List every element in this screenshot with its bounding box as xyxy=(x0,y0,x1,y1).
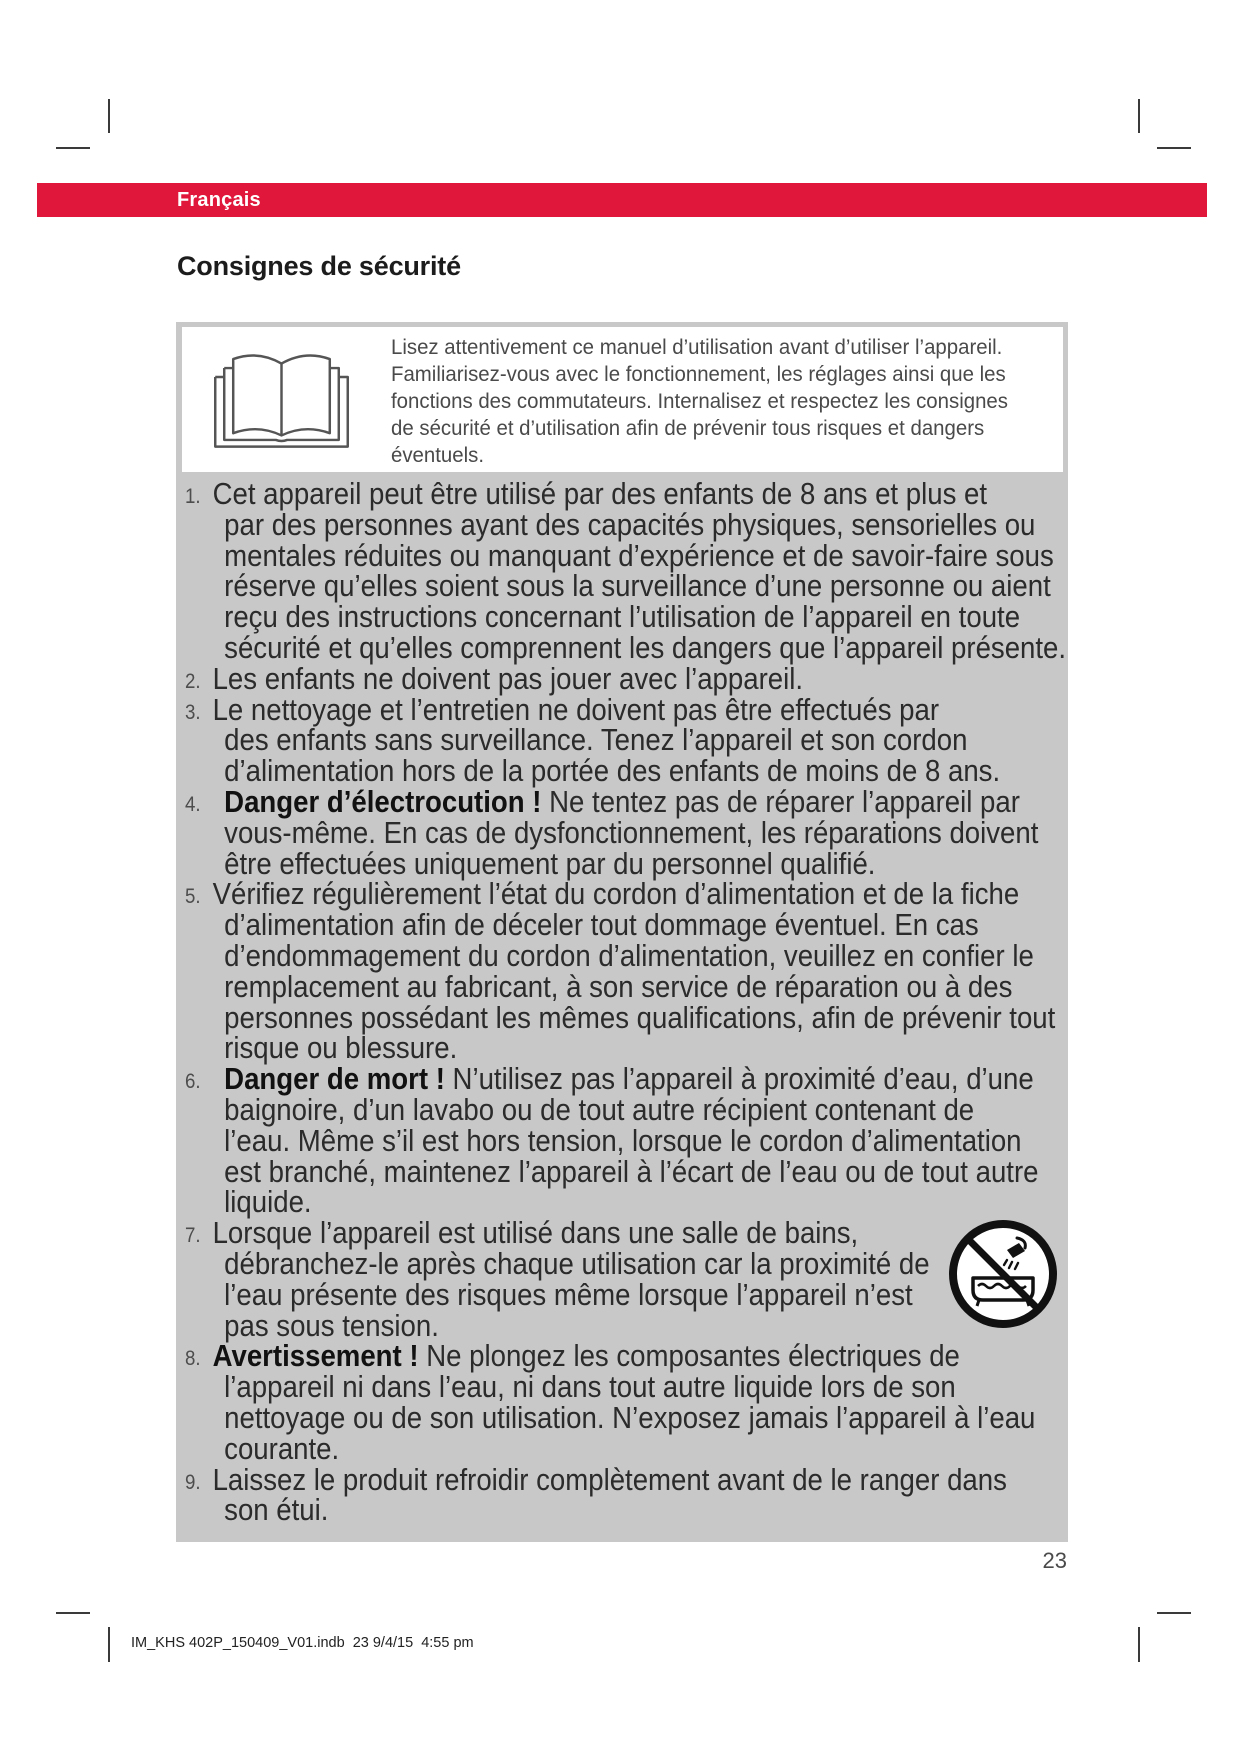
list-line xyxy=(185,691,940,727)
list-line: mentales réduites ou manquant d’expérience et de savoir-faire sous xyxy=(224,537,1054,573)
intro-line: Lisez attentivement ce manuel d’utilisation avant d’utiliser l’appareil. xyxy=(391,336,1003,359)
item-number: 3. xyxy=(185,700,201,724)
list-line: liquide. xyxy=(224,1184,312,1220)
warning-lead: Danger d’électrocution ! xyxy=(224,783,542,819)
safety-item xyxy=(185,1061,1066,1220)
list-line: par des personnes ayant des capacités physiques, sensorielles ou xyxy=(224,506,1036,542)
list-line xyxy=(185,476,988,511)
safety-panel xyxy=(176,322,1068,1542)
list-line xyxy=(185,876,1020,912)
list-line xyxy=(185,1215,859,1251)
list-line xyxy=(185,1061,1034,1097)
list-line-text: Ne plongez les composantes électriques de xyxy=(418,1338,960,1374)
list-line: d’endommagement du cordon d’alimentation, veuillez en confier le xyxy=(224,937,1034,973)
list-line-text: Lorsque l’appareil est utilisé dans une salle de bains, xyxy=(212,1215,859,1251)
list-line xyxy=(185,783,1020,819)
language-label: Français xyxy=(177,189,261,211)
list-line-text: Cet appareil peut être utilisé par des enfants de 8 ans et plus et xyxy=(212,476,988,511)
list-line: vous-même. En cas de dysfonctionnement, les réparations doivent xyxy=(224,814,1039,850)
item-number: 9. xyxy=(185,1470,201,1494)
safety-item xyxy=(185,476,1067,665)
list-line: baignoire, d’un lavabo ou de tout autre récipient contenant de xyxy=(224,1091,975,1127)
list-line-text: Vérifiez régulièrement l’état du cordon d’alimentation et de la fiche xyxy=(212,876,1020,912)
list-line: l’appareil ni dans l’eau, ni dans tout autre liquide lors de son xyxy=(224,1369,956,1405)
safety-item xyxy=(185,783,1066,881)
safety-item xyxy=(185,1461,1066,1528)
list-line xyxy=(185,660,804,696)
intro-line: de sécurité et d’utilisation afin de prévenir tous risques et dangers xyxy=(391,417,985,440)
item-number: 2. xyxy=(185,669,201,693)
list-line: reçu des instructions concernant l’utilisation de l’appareil en toute xyxy=(224,599,1021,635)
list-line: pas sous tension. xyxy=(224,1307,439,1343)
intro-line: fonctions des commutateurs. Internalisez et respectez les consignes xyxy=(391,390,1008,413)
crop-mark-bottom-left-vertical xyxy=(108,1627,110,1662)
item-number: 7. xyxy=(185,1224,201,1248)
intro-line: Familiarisez-vous avec le fonctionnement, les réglages ainsi que les xyxy=(391,363,1006,386)
list-line: d’alimentation afin de déceler tout dommage éventuel. En cas xyxy=(224,907,979,943)
page-number: 23 xyxy=(1042,1548,1067,1573)
safety-item xyxy=(185,660,1066,696)
crop-mark-bottom-right-horizontal xyxy=(1157,1612,1191,1614)
list-line-text: Ne tentez pas de réparer l’appareil par xyxy=(541,783,1020,819)
safety-item xyxy=(185,691,1066,789)
list-line: débranchez-le après chaque utilisation car la proximité de xyxy=(224,1245,930,1281)
crop-mark-top-left-vertical xyxy=(108,99,110,133)
list-line: réserve qu’elles soient sous la surveillance d’une personne ou aient xyxy=(224,568,1051,604)
item-number: 4. xyxy=(185,792,201,816)
crop-mark-top-right-vertical xyxy=(1138,99,1140,133)
list-line: remplacement au fabricant, à son service de réparation ou à des xyxy=(224,968,1013,1004)
list-line: sécurité et qu’elles comprennent les dangers que l’appareil présente. xyxy=(224,629,1067,665)
crop-mark-bottom-left-horizontal xyxy=(56,1612,90,1614)
item-number: 6. xyxy=(185,1070,201,1094)
item-number: 8. xyxy=(185,1347,201,1371)
no-bath-icon xyxy=(947,1218,1059,1330)
language-bar xyxy=(37,183,1207,217)
list-line xyxy=(185,1461,1007,1497)
list-line: personnes possédant les mêmes qualifications, afin de prévenir tout xyxy=(224,999,1056,1035)
warning-lead: Danger de mort ! xyxy=(224,1061,445,1097)
list-line: des enfants sans surveillance. Tenez l’appareil et son cordon xyxy=(224,722,968,758)
list-line-text: N’utilisez pas l’appareil à proximité d’eau, d’une xyxy=(444,1061,1034,1097)
list-line xyxy=(185,1338,960,1374)
list-line-text: Laissez le produit refroidir complètement avant de le ranger dans xyxy=(212,1461,1007,1497)
safety-list xyxy=(185,476,1067,1528)
warning-lead: Avertissement ! xyxy=(212,1338,419,1374)
crop-mark-top-left-horizontal xyxy=(56,147,90,149)
list-line: d’alimentation hors de la portée des enfants de moins de 8 ans. xyxy=(224,753,1001,789)
list-line-text: Les enfants ne doivent pas jouer avec l’appareil. xyxy=(212,660,804,696)
safety-item xyxy=(185,1338,1066,1466)
list-line: risque ou blessure. xyxy=(224,1030,458,1066)
page-title: Consignes de sécurité xyxy=(177,251,461,281)
item-number: 1. xyxy=(185,485,201,508)
intro-text xyxy=(391,334,1008,469)
list-line-text: Le nettoyage et l’entretien ne doivent pas être effectués par xyxy=(212,691,940,727)
crop-mark-top-right-horizontal xyxy=(1157,147,1191,149)
item-number: 5. xyxy=(185,885,201,909)
list-line: nettoyage ou de son utilisation. N’exposez jamais l’appareil à l’eau xyxy=(224,1399,1036,1435)
intro-line: éventuels. xyxy=(391,444,485,467)
intro-box xyxy=(182,327,1063,472)
crop-mark-bottom-right-vertical xyxy=(1138,1627,1140,1662)
list-line: est branché, maintenez l’appareil à l’écart de l’eau ou de tout autre xyxy=(224,1153,1039,1189)
list-line: son étui. xyxy=(224,1492,329,1528)
print-slug: IM_KHS 402P_150409_V01.indb 23 9/4/15 4:55 pm xyxy=(131,1635,474,1651)
list-line: l’eau présente des risques même lorsque l’appareil n’est xyxy=(224,1276,913,1312)
book-icon xyxy=(213,350,350,449)
list-line: être effectuées uniquement par du personnel qualifié. xyxy=(224,845,876,881)
list-line: courante. xyxy=(224,1430,340,1466)
safety-item xyxy=(185,876,1066,1066)
list-line: l’eau. Même s’il est hors tension, lorsque le cordon d’alimentation xyxy=(224,1122,1022,1158)
safety-item xyxy=(185,1215,1066,1343)
